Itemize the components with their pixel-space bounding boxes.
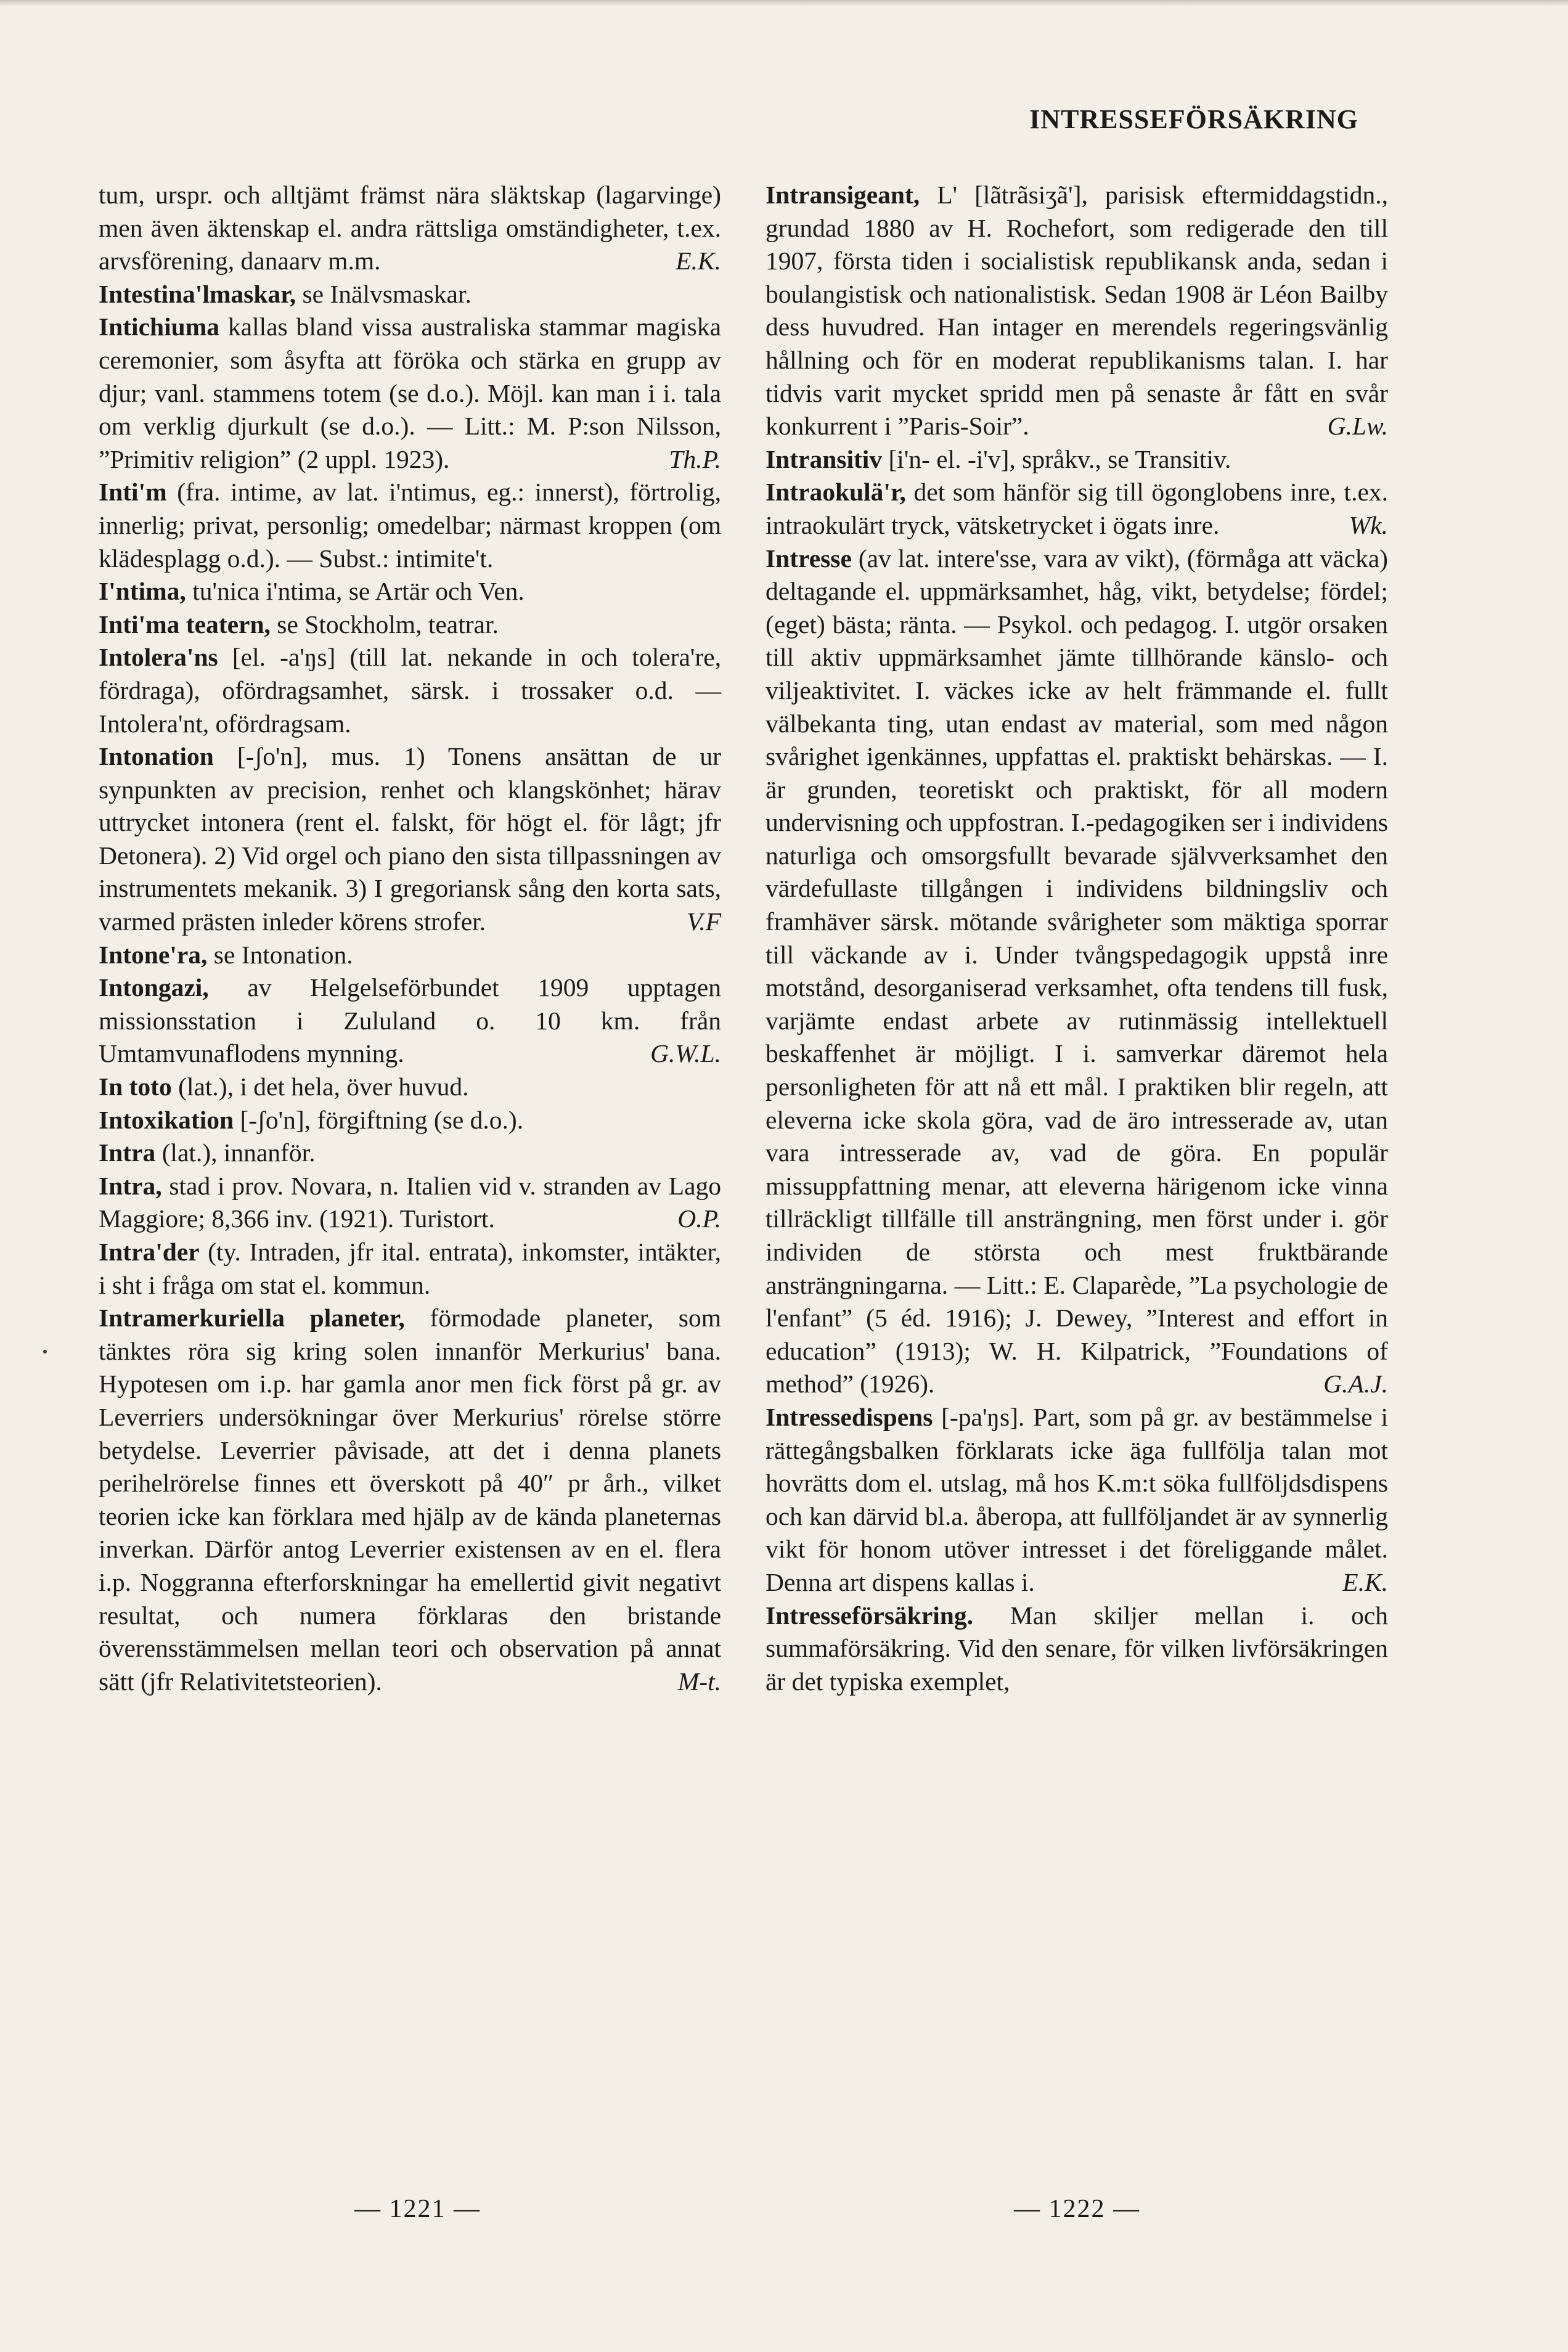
entry-headword: Intresse — [766, 544, 852, 573]
entry-signature: Th.P. — [669, 444, 721, 473]
running-head: INTRESSEFÖRSÄKRING — [1029, 104, 1358, 134]
dictionary-entry — [99, 311, 721, 476]
entry-text: L' [lãtrãsiʒã'], parisisk eftermiddagstidn., grundad 1880 av H. Rochefort, som redigerade den till 1907, första tiden i socialistisk republikansk anda, sedan i boulangistisk och nationalistisk. Sedan 1908 är Léon Bailby dess huvudred. Han intager en merendels regeringsvänlig hållning och för en moderat republikanisms talan. I. har tidvis varit mycket spridd men på senaste år fått en svår konkurrent i ”Paris-Soir”. — [766, 181, 1388, 441]
entry-signature: M-t. — [677, 1667, 721, 1696]
dictionary-entry — [766, 443, 1388, 476]
dictionary-entry — [99, 1170, 721, 1236]
entry-signature: G.Lw. — [1327, 412, 1388, 441]
entry-signature: V.F — [687, 907, 721, 936]
entry-text: (fra. intime, av lat. i'ntimus, eg.: innerst), förtrolig, innerlig; privat, personlig; omedelbar; närmast kroppen (om klädesplagg o.d.). — Subst.: intimite't. — [99, 478, 721, 573]
entry-headword: Intoxikation — [99, 1105, 234, 1134]
entry-text: stad i prov. Novara, n. Italien vid v. stranden av Lago Maggiore; 8,366 inv. (1921). Turistort. — [99, 1171, 721, 1233]
entry-text: kallas bland vissa australiska stammar magiska ceremonier, som åsyfta att föröka och stärka en grupp av djur; vanl. stammens totem (se d.o.). Möjl. kan man i i. tala om verklig djurkult (se d.o.). — Litt.: M. P:son Nilsson, ”Primitiv religion” (2 uppl. 1923). — [99, 312, 721, 473]
entry-text: av Helgelseförbundet 1909 upptagen missionsstation i Zululand o. 10 km. från Umtamvunaflodens mynning. — [99, 973, 721, 1068]
entry-headword: Intolera'ns — [99, 643, 218, 672]
entry-text: se Stockholm, teatrar. — [270, 610, 499, 639]
entry-headword: I'ntima, — [99, 577, 186, 606]
dictionary-entry — [99, 476, 721, 575]
entry-headword: Intra, — [99, 1171, 162, 1200]
dictionary-entry — [99, 1071, 721, 1104]
dictionary-entry — [766, 1599, 1388, 1699]
dictionary-entry — [99, 939, 721, 972]
entry-text: det som hänför sig till ögonglobens inre, t.ex. intraokulärt tryck, vätsketrycket i ögats inre. — [766, 478, 1388, 539]
entry-signature: O.P. — [677, 1204, 721, 1233]
entry-headword: Intonation — [99, 742, 214, 771]
entry-headword: Intraokulä'r, — [766, 478, 906, 507]
entry-text: (ty. Intraden, jfr ital. entrata), inkomster, intäkter, i sht i fråga om stat el. kommun. — [99, 1238, 721, 1299]
paper-speck — [43, 1350, 47, 1354]
dictionary-entry — [99, 179, 721, 278]
entry-headword: Intra'der — [99, 1238, 200, 1266]
entry-headword: Intra — [99, 1138, 156, 1167]
entry-text: (av lat. intere'sse, vara av vikt), (förmåga att väcka) deltagande el. uppmärksamhet, håg, vikt, betydelse; fördel; (eget) bästa; ränta. — Psykol. och pedagog. I. utgör orsaken till aktiv uppmärksamhet jämte tillhörande känslo- och viljeaktivitet. I. väckes icke av helt främmande el. fullt välbekanta ting, utan endast av material, som med någon svårighet igenkännes, uppfattas el. praktiskt behärskas. — I. är grunden, teoretiskt och praktiskt, för all modern undervisning och uppfostran. I.-pedagogiken ser i individens naturliga och omsorgsfullt bevarade självverksamhet den värdefullaste tillgången i individens bildningsliv och framhäver särsk. mötande svårigheter som mäktiga sporrar till väckande av i. Under tvångspedagogik uppstå inre motstånd, desorganiserad verksamhet, ofta tendens till fusk, varjämte endast arbete av rutinmässig intellektuell beskaffenhet är möjligt. I i. samverkar däremot hela personligheten för att nå ett mål. I praktiken blir regeln, att eleverna icke skola göra, vad de äro intresserade av, utan vara intresserade av, vad de göra. En populär missuppfattning menar, att eleverna härigenom icke vinna tillräckligt tillfälle till ansträngning, men först under i. gör individen de största och mest fruktbärande ansträngningarna. — Litt.: E. Claparède, ”La psychologie de l'enfant” (5 éd. 1916); J. Dewey, ”Interest and effort in education” (1913); W. H. Kilpatrick, ”Foundations of method” (1926). — [766, 544, 1388, 1399]
dictionary-entry — [99, 1302, 721, 1698]
dictionary-entry — [99, 1236, 721, 1302]
entry-text: [-ʃo'n], mus. 1) Tonens ansättan de ur synpunkten av precision, renhet och klangskönhet; härav uttrycket intonera (rent el. falskt, för högt el. för lågt; jfr Detonera). 2) Vid orgel och piano den sista tillpassningen av instrumentets mekanik. 3) I gregoriansk sång den korta sats, varmed prästen inleder körens strofer. — [99, 742, 721, 936]
entry-text: se Inälvsmaskar. — [296, 279, 472, 308]
entry-headword: Intramerkuriella planeter, — [99, 1304, 405, 1333]
entry-signature: Wk. — [1349, 510, 1388, 539]
dictionary-entry — [766, 1401, 1388, 1599]
page-number-right: — 1222 — — [1014, 2195, 1140, 2223]
entry-headword: Inti'm — [99, 478, 167, 507]
entry-headword: Intransigeant, — [766, 181, 920, 209]
entry-text: [-pa'ŋs]. Part, som på gr. av bestämmelse i rättegångsbalken förklarats icke äga fullfölja talan mot hovrätts dom el. utslag, må hos K.m:t söka fullföljdsdispens och kan därvid bl.a. åberopa, att fullföljandet är av synnerlig vikt för honom utöver intresset i det föreliggande målet. Denna art dispens kallas i. — [766, 1402, 1388, 1596]
dictionary-entry — [766, 542, 1388, 1401]
dictionary-entry — [99, 608, 721, 642]
entry-headword: Intongazi, — [99, 973, 209, 1002]
entry-headword: Intressedispens — [766, 1402, 933, 1431]
entry-text: tu'nica i'ntima, se Artär och Ven. — [186, 577, 525, 606]
dictionary-entry — [99, 278, 721, 311]
entry-text: (lat.), i det hela, över huvud. — [171, 1072, 469, 1101]
entry-signature: G.W.L. — [650, 1039, 721, 1068]
entry-headword: In toto — [99, 1072, 172, 1101]
entry-text: [-ʃo'n], förgiftning (se d.o.). — [234, 1105, 524, 1134]
entry-headword: Intransitiv — [766, 444, 883, 473]
entry-headword: Inti'ma teatern, — [99, 610, 271, 639]
entry-text: [i'n- el. -i'v], språkv., se Transitiv. — [882, 444, 1231, 473]
entry-text: Man skiljer mellan i. och summaförsäkring. Vid den senare, för vilken livförsäkringen är det typiska exemplet, — [766, 1601, 1388, 1696]
entry-headword: Intestina'lmaskar, — [99, 279, 296, 308]
entry-headword: Intichiuma — [99, 312, 220, 341]
page-number-left: — 1221 — — [354, 2195, 481, 2223]
left-column — [99, 179, 721, 1698]
entry-signature: E.K. — [676, 247, 721, 276]
entry-signature: G.A.J. — [1323, 1370, 1388, 1399]
dictionary-entry — [766, 476, 1388, 542]
right-column — [766, 179, 1388, 1698]
entry-text: förmodade planeter, som tänktes röra sig kring solen innanför Merkurius' bana. Hypotesen om i.p. har gamla anor men fick först på gr. av Leverriers undersökningar över Merkurius' rörelse större betydelse. Leverrier påvisade, att det i denna planets perihelrörelse finnes ett överskott på 40″ pr årh., vilket teorien icke kan förklara med hjälp av de kända planeternas inverkan. Därför antog Leverrier existensen av en el. flera i.p. Noggranna efterforskningar ha emellertid givit negativt resultat, och numera förklaras den bristande överensstämmelsen mellan teori och observation på annat sätt (jfr Relativitetsteorien). — [99, 1304, 721, 1696]
dictionary-entry — [99, 971, 721, 1071]
entry-text: tum, urspr. och alltjämt främst nära släktskap (lagarvinge) men även äktenskap el. andra rättsliga omständigheter, t.ex. arvsförening, danaarv m.m. — [99, 181, 721, 276]
entry-headword: Intone'ra, — [99, 940, 208, 969]
entry-headword: Intresseförsäkring. — [766, 1601, 973, 1630]
entry-text: se Intonation. — [207, 940, 353, 969]
dictionary-entry — [766, 179, 1388, 443]
dictionary-entry — [99, 1104, 721, 1137]
dictionary-entry — [99, 740, 721, 939]
entry-text: [el. -a'ŋs] (till lat. nekande in och tolera're, fördraga), ofördragsamhet, särsk. i trossaker o.d. — Intolera'nt, ofördragsam. — [99, 643, 721, 738]
dictionary-entry — [99, 641, 721, 740]
dictionary-entry — [99, 575, 721, 608]
page-top-edge — [0, 0, 1568, 6]
dictionary-entry — [99, 1137, 721, 1170]
entry-signature: E.K. — [1342, 1567, 1388, 1596]
entry-text: (lat.), innanför. — [155, 1138, 316, 1167]
